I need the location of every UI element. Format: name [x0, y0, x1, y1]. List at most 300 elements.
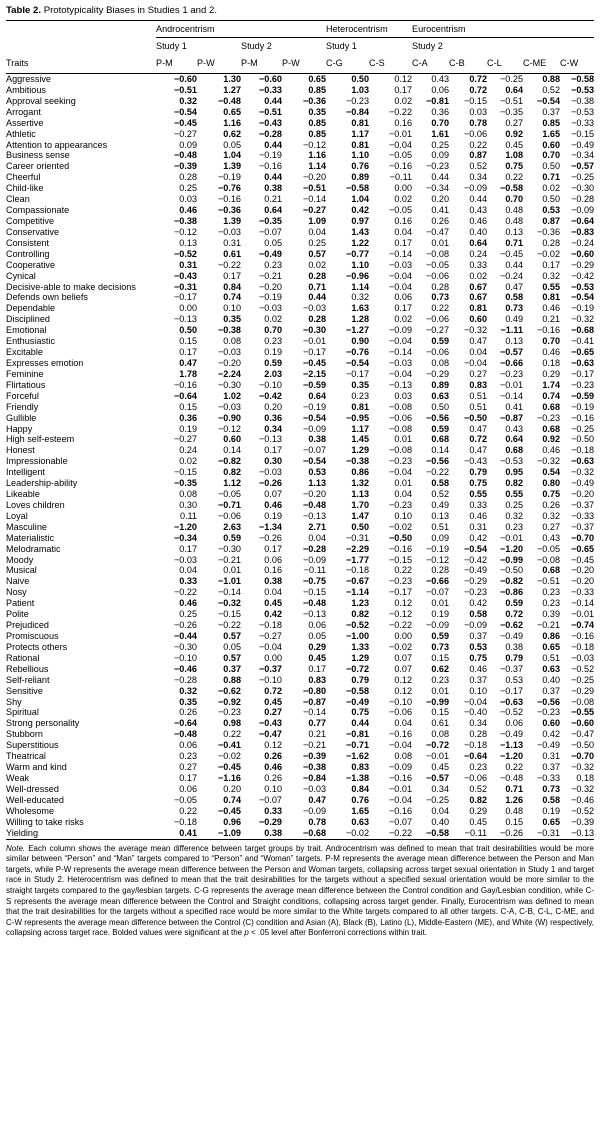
- value-cell: −0.30: [571, 183, 595, 194]
- value-cell: −0.49: [571, 478, 595, 489]
- trait-name: Strong personality: [6, 718, 80, 729]
- value-cell: 0.52: [469, 783, 488, 794]
- value-cell: −1.62: [346, 751, 370, 762]
- value-cell: −0.49: [500, 729, 524, 740]
- value-cell: 0.47: [469, 445, 488, 456]
- value-cell: 0.45: [264, 696, 282, 707]
- value-cell: 1.33: [351, 641, 370, 652]
- value-cell: −0.19: [217, 172, 241, 183]
- value-cell: 0.27: [264, 707, 282, 718]
- value-cell: 0.86: [351, 467, 370, 478]
- value-cell: −0.60: [571, 718, 595, 729]
- value-cell: 0.71: [505, 237, 524, 248]
- table-row: [6, 336, 594, 347]
- trait-name: Aggressive: [6, 74, 51, 84]
- value-cell: 0.97: [351, 215, 370, 226]
- value-cell: −0.83: [571, 226, 595, 237]
- value-cell: 0.49: [505, 314, 524, 325]
- value-cell: 0.59: [431, 631, 450, 642]
- table-row: [6, 631, 594, 642]
- value-cell: −0.11: [389, 172, 413, 183]
- trait-name: Arrogant: [6, 106, 41, 117]
- value-cell: 0.50: [542, 194, 561, 205]
- table-row: [6, 707, 594, 718]
- value-cell: −0.35: [173, 478, 197, 489]
- value-cell: 1.22: [351, 237, 370, 248]
- value-cell: 0.59: [223, 532, 241, 543]
- value-cell: −0.82: [217, 456, 241, 467]
- value-cell: 0.42: [351, 205, 370, 216]
- value-cell: −0.34: [426, 183, 450, 194]
- value-cell: −0.45: [217, 805, 241, 816]
- value-cell: −0.20: [258, 281, 282, 292]
- value-cell: −0.32: [571, 762, 595, 773]
- value-cell: 0.58: [542, 794, 561, 805]
- value-cell: 0.22: [469, 139, 488, 150]
- value-cell: −0.13: [389, 379, 413, 390]
- value-cell: −0.06: [217, 510, 241, 521]
- value-cell: 0.76: [351, 794, 370, 805]
- trait-name: Cynical: [6, 270, 36, 281]
- table-row: [6, 434, 594, 445]
- value-cell: −0.02: [326, 828, 369, 839]
- value-cell: 0.01: [394, 478, 413, 489]
- value-cell: −0.29: [571, 259, 595, 270]
- value-cell: 0.48: [505, 805, 524, 816]
- value-cell: −0.56: [426, 456, 450, 467]
- value-cell: 0.04: [469, 347, 488, 358]
- trait-name: Feminine: [6, 368, 44, 379]
- value-cell: 0.81: [542, 292, 561, 303]
- value-cell: −0.39: [571, 816, 595, 827]
- value-cell: 0.34: [431, 783, 450, 794]
- table-row: [6, 565, 594, 576]
- value-cell: 0.90: [351, 336, 370, 347]
- value-cell: 1.65: [351, 805, 370, 816]
- trait-name: Career oriented: [6, 161, 70, 172]
- value-cell: −0.48: [173, 150, 197, 161]
- value-cell: −0.38: [571, 95, 595, 106]
- trait-name: Yielding: [6, 828, 156, 839]
- value-cell: −0.30: [217, 543, 241, 554]
- value-cell: 0.85: [308, 128, 327, 139]
- table-row: [6, 740, 594, 751]
- value-cell: −0.65: [571, 543, 595, 554]
- value-cell: −0.17: [346, 368, 370, 379]
- value-cell: −0.65: [571, 347, 595, 358]
- value-cell: −0.45: [173, 117, 197, 128]
- value-cell: −0.51: [173, 84, 197, 95]
- value-cell: −0.07: [426, 587, 450, 598]
- value-cell: −0.28: [571, 194, 595, 205]
- value-cell: −0.29: [258, 816, 282, 827]
- value-cell: −0.02: [537, 248, 561, 259]
- value-cell: −0.84: [346, 106, 370, 117]
- value-cell: 0.26: [542, 499, 561, 510]
- value-cell: −0.23: [500, 368, 524, 379]
- value-cell: 0.85: [308, 117, 327, 128]
- trait-name: Compassionate: [6, 205, 70, 216]
- value-cell: 0.28: [431, 565, 450, 576]
- value-cell: 0.08: [179, 489, 197, 500]
- trait-name: Intelligent: [6, 467, 45, 478]
- table-row: [6, 402, 594, 413]
- table-row: [6, 806, 594, 817]
- value-cell: −0.33: [571, 587, 595, 598]
- trait-name: Impressionable: [6, 456, 68, 467]
- value-cell: −0.32: [217, 598, 241, 609]
- value-cell: 0.68: [542, 423, 561, 434]
- trait-name: Decisive-able to make decisions: [6, 281, 136, 292]
- value-cell: −0.16: [571, 412, 595, 423]
- value-cell: −0.03: [258, 303, 282, 314]
- value-cell: 0.27: [542, 521, 561, 532]
- value-cell: −0.22: [217, 259, 241, 270]
- value-cell: 0.85: [308, 84, 327, 95]
- value-cell: −0.43: [258, 718, 282, 729]
- trait-name: Melodramatic: [6, 543, 61, 554]
- value-cell: −0.06: [389, 707, 413, 718]
- value-cell: −0.30: [173, 641, 197, 652]
- value-cell: 0.34: [469, 172, 488, 183]
- value-cell: −0.45: [217, 762, 241, 773]
- trait-name: Cooperative: [6, 259, 56, 270]
- value-cell: −1.00: [346, 631, 370, 642]
- value-cell: 0.15: [179, 401, 197, 412]
- trait-name: Dependable: [6, 303, 56, 314]
- value-cell: −0.10: [258, 379, 282, 390]
- value-cell: −0.35: [500, 106, 524, 117]
- value-cell: −0.90: [217, 412, 241, 423]
- value-cell: 0.17: [264, 543, 282, 554]
- value-cell: −0.25: [571, 674, 595, 685]
- value-cell: 0.15: [431, 707, 450, 718]
- table-row: [6, 533, 594, 544]
- value-cell: 0.35: [223, 314, 241, 325]
- value-cell: 0.59: [431, 423, 450, 434]
- table-row: [6, 325, 594, 336]
- value-cell: 0.32: [179, 685, 197, 696]
- value-cell: 0.22: [505, 762, 524, 773]
- value-cell: −0.50: [571, 740, 595, 751]
- value-cell: −0.58: [346, 183, 370, 194]
- value-cell: 0.19: [264, 510, 282, 521]
- trait-name: Business sense: [6, 150, 70, 161]
- value-cell: −0.16: [571, 631, 595, 642]
- value-cell: 0.58: [469, 609, 488, 620]
- value-cell: 0.34: [469, 718, 488, 729]
- study-2-eurocentrism: Study 2: [412, 38, 594, 55]
- value-cell: 0.03: [469, 106, 488, 117]
- value-cell: 0.87: [542, 215, 561, 226]
- table-row: [6, 271, 594, 282]
- trait-name: Ambitious: [6, 84, 46, 95]
- value-cell: −1.20: [500, 751, 524, 762]
- value-cell: −0.08: [389, 423, 413, 434]
- trait-name: Conservative: [6, 226, 60, 237]
- value-cell: 0.04: [308, 532, 327, 543]
- value-cell: 0.31: [542, 751, 561, 762]
- value-cell: 0.71: [505, 783, 524, 794]
- value-cell: −0.38: [303, 762, 327, 773]
- value-cell: 0.33: [264, 805, 282, 816]
- value-cell: −0.04: [258, 641, 282, 652]
- trait-name: Consistent: [6, 237, 49, 248]
- value-cell: −0.53: [571, 281, 595, 292]
- value-cell: −0.07: [258, 794, 282, 805]
- value-cell: 0.76: [351, 161, 370, 172]
- value-cell: 0.17: [308, 663, 327, 674]
- value-cell: −0.14: [303, 707, 327, 718]
- group-heterocentrism: Heterocentrism: [326, 21, 412, 38]
- value-cell: 0.85: [542, 117, 561, 128]
- value-cell: −0.54: [571, 292, 595, 303]
- value-cell: 0.04: [431, 805, 450, 816]
- value-cell: −0.29: [571, 685, 595, 696]
- value-cell: −0.03: [389, 259, 413, 270]
- value-cell: 0.31: [223, 237, 241, 248]
- value-cell: −0.22: [389, 620, 413, 631]
- value-cell: 0.32: [542, 510, 561, 521]
- value-cell: 0.00: [179, 303, 197, 314]
- value-cell: −0.52: [173, 248, 197, 259]
- value-cell: −0.09: [389, 762, 413, 773]
- value-cell: 0.13: [505, 226, 524, 237]
- value-cell: −0.87: [500, 412, 524, 423]
- value-cell: −0.20: [571, 489, 595, 500]
- trait-name: Approval seeking: [6, 95, 76, 106]
- value-cell: 0.67: [469, 281, 488, 292]
- value-cell: 0.96: [223, 816, 241, 827]
- value-cell: −0.16: [537, 325, 561, 336]
- value-cell: −0.27: [426, 325, 450, 336]
- value-cell: 0.17: [179, 543, 197, 554]
- value-cell: −0.27: [258, 631, 282, 642]
- value-cell: 0.54: [542, 467, 561, 478]
- value-cell: −0.23: [537, 707, 561, 718]
- value-cell: 0.06: [264, 554, 282, 565]
- column-header: C-W: [560, 54, 594, 74]
- value-cell: −0.53: [571, 84, 595, 95]
- value-cell: 0.37: [469, 674, 488, 685]
- value-cell: −0.13: [173, 314, 197, 325]
- value-cell: 0.75: [469, 478, 488, 489]
- value-cell: 0.35: [351, 379, 370, 390]
- value-cell: 0.65: [308, 74, 327, 84]
- table-row: [6, 380, 594, 391]
- table-row: [6, 697, 594, 708]
- value-cell: −0.47: [426, 226, 450, 237]
- value-cell: 0.25: [505, 499, 524, 510]
- table-row: [6, 314, 594, 325]
- value-cell: 0.73: [505, 303, 524, 314]
- value-cell: −0.60: [571, 248, 595, 259]
- value-cell: −0.60: [258, 74, 282, 84]
- value-cell: 0.00: [394, 183, 413, 194]
- value-cell: −0.12: [173, 226, 197, 237]
- value-cell: −0.76: [217, 183, 241, 194]
- value-cell: −0.31: [346, 532, 370, 543]
- value-cell: −0.33: [537, 773, 561, 783]
- column-header: C-L: [487, 54, 523, 74]
- value-cell: −0.45: [500, 248, 524, 259]
- table-row: [6, 369, 594, 380]
- value-cell: −0.53: [571, 106, 595, 117]
- value-cell: −0.71: [346, 740, 370, 751]
- value-cell: −0.21: [217, 554, 241, 565]
- table-row: [6, 544, 594, 555]
- value-cell: −0.43: [464, 456, 488, 467]
- value-cell: 0.70: [542, 150, 561, 161]
- value-cell: −0.51: [537, 576, 561, 587]
- value-cell: −0.33: [571, 117, 595, 128]
- value-cell: 0.51: [542, 652, 561, 663]
- value-cell: 0.17: [179, 773, 197, 783]
- value-cell: −0.09: [464, 183, 488, 194]
- table-row: [6, 424, 594, 435]
- value-cell: −0.05: [426, 259, 450, 270]
- value-cell: −0.80: [303, 685, 327, 696]
- value-cell: −0.36: [537, 226, 561, 237]
- value-cell: −0.05: [217, 489, 241, 500]
- value-cell: 0.60: [542, 139, 561, 150]
- trait-name: Well-dressed: [6, 783, 59, 794]
- value-cell: 0.44: [505, 259, 524, 270]
- value-cell: 0.73: [431, 641, 450, 652]
- note-label: Note.: [6, 843, 26, 853]
- value-cell: 0.02: [394, 194, 413, 205]
- value-cell: −0.08: [389, 401, 413, 412]
- value-cell: 0.16: [264, 565, 282, 576]
- value-cell: 0.41: [156, 828, 197, 839]
- value-cell: 0.38: [241, 828, 282, 839]
- value-cell: −0.50: [389, 532, 413, 543]
- value-cell: −0.26: [258, 478, 282, 489]
- value-cell: 0.81: [351, 401, 370, 412]
- table-row: [6, 129, 594, 140]
- column-header: C-A: [412, 54, 449, 74]
- value-cell: 0.37: [542, 685, 561, 696]
- value-cell: 1.04: [223, 150, 241, 161]
- value-cell: 0.32: [505, 510, 524, 521]
- value-cell: 0.88: [223, 674, 241, 685]
- trait-name: Self-reliant: [6, 674, 50, 685]
- value-cell: −0.50: [500, 565, 524, 576]
- value-cell: 0.83: [308, 674, 327, 685]
- value-cell: 0.83: [351, 762, 370, 773]
- value-cell: 0.25: [431, 139, 450, 150]
- value-cell: −0.05: [537, 543, 561, 554]
- value-cell: 1.13: [308, 478, 327, 489]
- table-row: [6, 467, 594, 478]
- value-cell: −0.67: [346, 576, 370, 587]
- value-cell: 0.38: [264, 576, 282, 587]
- value-cell: −0.04: [389, 740, 413, 751]
- value-cell: 0.53: [542, 205, 561, 216]
- value-cell: −0.54: [537, 95, 561, 106]
- value-cell: 0.70: [505, 194, 524, 205]
- value-cell: 0.65: [542, 641, 561, 652]
- value-cell: 0.02: [308, 259, 327, 270]
- value-cell: −0.17: [303, 347, 327, 358]
- value-cell: −0.03: [389, 357, 413, 368]
- value-cell: 0.44: [264, 95, 282, 106]
- value-cell: −0.15: [464, 95, 488, 106]
- value-cell: 0.18: [542, 357, 561, 368]
- value-cell: 0.17: [179, 347, 197, 358]
- value-cell: 1.65: [542, 128, 561, 139]
- value-cell: 0.73: [431, 292, 450, 303]
- value-cell: 0.09: [179, 139, 197, 150]
- value-cell: 0.43: [542, 532, 561, 543]
- value-cell: 0.13: [505, 336, 524, 347]
- value-cell: −0.43: [258, 117, 282, 128]
- value-cell: −0.42: [464, 554, 488, 565]
- value-cell: 0.16: [394, 215, 413, 226]
- value-cell: 0.46: [542, 445, 561, 456]
- value-cell: −1.09: [197, 828, 241, 839]
- value-cell: −0.13: [303, 510, 327, 521]
- value-cell: 0.25: [179, 183, 197, 194]
- column-header-row: [6, 54, 594, 74]
- value-cell: −1.20: [500, 543, 524, 554]
- value-cell: −0.52: [500, 707, 524, 718]
- value-cell: 0.47: [179, 357, 197, 368]
- table-row: [6, 227, 594, 238]
- value-cell: 0.02: [542, 183, 561, 194]
- value-cell: 0.13: [179, 237, 197, 248]
- value-cell: 0.79: [505, 652, 524, 663]
- value-cell: 0.59: [264, 357, 282, 368]
- value-cell: 0.49: [431, 499, 450, 510]
- value-cell: 0.23: [179, 751, 197, 762]
- value-cell: 1.23: [351, 598, 370, 609]
- value-cell: 0.12: [394, 685, 413, 696]
- value-cell: −0.44: [173, 631, 197, 642]
- value-cell: −0.04: [389, 270, 413, 281]
- value-cell: −0.63: [571, 357, 595, 368]
- value-cell: −0.21: [537, 620, 561, 631]
- value-cell: 0.40: [469, 226, 488, 237]
- value-cell: −0.57: [426, 773, 450, 783]
- value-cell: 0.29: [308, 641, 327, 652]
- value-cell: 0.68: [431, 434, 450, 445]
- value-cell: 0.59: [505, 598, 524, 609]
- value-cell: 0.17: [394, 84, 413, 95]
- value-cell: −0.04: [389, 336, 413, 347]
- value-cell: −0.49: [537, 740, 561, 751]
- value-cell: −0.36: [303, 95, 327, 106]
- value-cell: −0.16: [389, 729, 413, 740]
- value-cell: 1.14: [308, 161, 327, 172]
- value-cell: −0.14: [217, 587, 241, 598]
- table-row: [6, 85, 594, 96]
- value-cell: 0.04: [394, 718, 413, 729]
- trait-name: Leadership-ability: [6, 478, 78, 489]
- value-cell: −0.18: [571, 445, 595, 456]
- value-cell: 0.07: [264, 489, 282, 500]
- value-cell: −0.32: [571, 467, 595, 478]
- value-cell: −0.38: [173, 215, 197, 226]
- value-cell: −0.64: [571, 215, 595, 226]
- table-row: [6, 511, 594, 522]
- value-cell: 0.61: [223, 248, 241, 259]
- value-cell: 0.14: [223, 445, 241, 456]
- value-cell: −0.18: [346, 565, 370, 576]
- trait-name: Cheerful: [6, 172, 41, 183]
- column-header: P-M: [156, 54, 197, 74]
- value-cell: 1.30: [223, 74, 241, 84]
